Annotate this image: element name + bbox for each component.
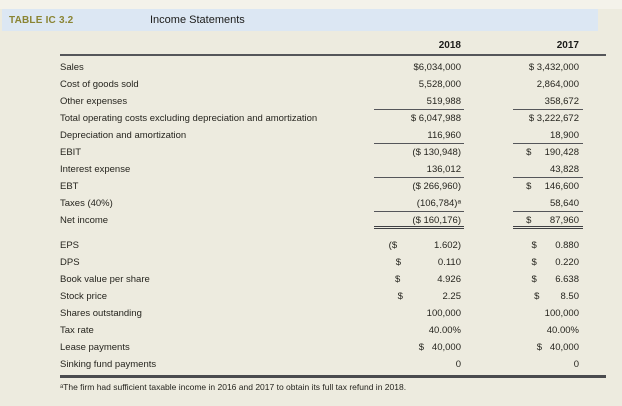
column-header-empty	[60, 38, 374, 54]
table-row	[60, 93, 606, 110]
value-2018: 136,012	[374, 161, 464, 178]
value-2017: $ 3,222,672	[528, 113, 579, 124]
row-tail-spacer	[583, 305, 606, 322]
column-spacer	[464, 305, 513, 322]
value-2018: (106,784)ᵃ	[374, 195, 464, 212]
column-spacer	[464, 212, 513, 229]
value-2017: 40.00%	[546, 325, 579, 336]
row-tail-spacer	[583, 127, 606, 144]
value-2017: $ 40,000	[536, 342, 579, 353]
table-row	[60, 305, 606, 322]
column-spacer	[464, 237, 513, 254]
value-2017: 0	[573, 359, 579, 370]
row-label: Depreciation and amortization	[60, 130, 187, 141]
value-2018: 40.00%	[428, 325, 461, 336]
value-2017: 358,672	[513, 93, 583, 110]
value-2017: $ 146,600	[526, 181, 579, 192]
footnote: ᵃThe firm had sufficient taxable income in 2016 and 2017 to obtain its full tax refund in 2018.	[60, 382, 407, 392]
column-spacer	[464, 38, 513, 54]
column-spacer	[464, 322, 513, 339]
table-row	[60, 161, 606, 178]
row-label: Total operating costs excluding depreciation and amortization	[60, 113, 318, 124]
column-spacer	[464, 254, 513, 271]
column-spacer	[464, 178, 513, 195]
table-row	[60, 144, 606, 161]
row-label: Sinking fund payments	[60, 359, 157, 370]
table-row	[60, 127, 606, 144]
row-tail-spacer	[583, 212, 606, 229]
row-tail-spacer	[583, 38, 606, 54]
row-label: Stock price	[60, 291, 107, 302]
column-spacer	[464, 144, 513, 161]
table-row	[60, 76, 606, 93]
value-2017: 43,828	[513, 161, 583, 178]
column-header-2018: 2018	[438, 40, 461, 51]
row-label: DPS	[60, 257, 80, 268]
value-2018: ($ 160,176)	[374, 212, 464, 229]
table-number: TABLE IC 3.2	[9, 14, 74, 26]
row-tail-spacer	[583, 322, 606, 339]
value-2017: $ 0.880	[531, 240, 579, 251]
row-label: Taxes (40%)	[60, 198, 113, 209]
value-2017: $ 8.50	[534, 291, 579, 302]
column-spacer	[464, 127, 513, 144]
table-body	[60, 59, 606, 373]
row-tail-spacer	[583, 356, 606, 373]
value-2017: 2,864,000	[536, 79, 579, 90]
row-label: Cost of goods sold	[60, 79, 139, 90]
value-2017: $ 87,960	[513, 212, 583, 229]
value-2018: 5,528,000	[418, 79, 461, 90]
row-tail-spacer	[583, 93, 606, 110]
row-tail-spacer	[583, 144, 606, 161]
value-2018: ($ 1.602)	[388, 240, 461, 251]
value-2018: ($ 266,960)	[412, 181, 461, 192]
row-label: Lease payments	[60, 342, 130, 353]
column-spacer	[464, 195, 513, 212]
column-spacer	[464, 339, 513, 356]
value-2018: 116,960	[374, 127, 464, 144]
row-label: Interest expense	[60, 164, 131, 175]
column-spacer	[464, 93, 513, 110]
value-2018: $ 6,047,988	[410, 113, 461, 124]
value-2017: 58,640	[513, 195, 583, 212]
column-header-row	[60, 38, 606, 54]
table-row	[60, 254, 606, 271]
row-tail-spacer	[583, 76, 606, 93]
row-tail-spacer	[583, 195, 606, 212]
value-2018: $ 2.25	[397, 291, 461, 302]
table-row	[60, 339, 606, 356]
row-tail-spacer	[583, 237, 606, 254]
row-tail-spacer	[583, 254, 606, 271]
value-2017: $ 6.638	[531, 274, 579, 285]
table-row	[60, 195, 606, 212]
row-tail-spacer	[583, 178, 606, 195]
row-label: Shares outstanding	[60, 308, 142, 319]
value-2018: 519,988	[374, 93, 464, 110]
top-margin-strip	[0, 0, 622, 9]
row-tail-spacer	[583, 271, 606, 288]
row-label: Sales	[60, 62, 84, 73]
row-label: Net income	[60, 215, 109, 226]
bottom-rule	[60, 375, 606, 378]
table-title: Income Statements	[150, 14, 245, 26]
column-spacer	[464, 76, 513, 93]
row-tail-spacer	[583, 339, 606, 356]
value-2018: $6,034,000	[413, 62, 461, 73]
table-row	[60, 322, 606, 339]
table-row	[60, 356, 606, 373]
value-2017: $ 0.220	[531, 257, 579, 268]
table-row	[60, 59, 606, 76]
table-title-bar	[2, 9, 598, 31]
row-label: Book value per share	[60, 274, 150, 285]
value-2018: 100,000	[426, 308, 461, 319]
column-spacer	[464, 110, 513, 127]
column-spacer	[464, 288, 513, 305]
value-2018: $ 0.110	[395, 257, 461, 268]
value-2017: 100,000	[544, 308, 579, 319]
value-2017: $ 190,428	[526, 147, 579, 158]
value-2018: $ 4.926	[394, 274, 461, 285]
table-row	[60, 237, 606, 254]
table-row	[60, 288, 606, 305]
row-tail-spacer	[583, 59, 606, 76]
column-spacer	[464, 356, 513, 373]
column-header-2017: 2017	[556, 40, 579, 51]
row-tail-spacer	[583, 288, 606, 305]
income-statement-table	[60, 38, 606, 392]
column-spacer	[464, 271, 513, 288]
table-row	[60, 271, 606, 288]
row-tail-spacer	[583, 110, 606, 127]
value-2017: $ 3,432,000	[528, 62, 579, 73]
row-label: EPS	[60, 240, 80, 251]
header-rule	[60, 54, 606, 56]
column-spacer	[464, 161, 513, 178]
row-label: Tax rate	[60, 325, 94, 336]
value-2018: 0	[455, 359, 461, 370]
table-row	[60, 178, 606, 195]
value-2018: $ 40,000	[418, 342, 461, 353]
value-2017: 18,900	[513, 127, 583, 144]
row-label: Other expenses	[60, 96, 128, 107]
value-2018: ($ 130,948)	[412, 147, 461, 158]
row-label: EBT	[60, 181, 79, 192]
row-label: EBIT	[60, 147, 82, 158]
table-row	[60, 110, 606, 127]
row-tail-spacer	[583, 161, 606, 178]
column-spacer	[464, 59, 513, 76]
table-row	[60, 212, 606, 229]
